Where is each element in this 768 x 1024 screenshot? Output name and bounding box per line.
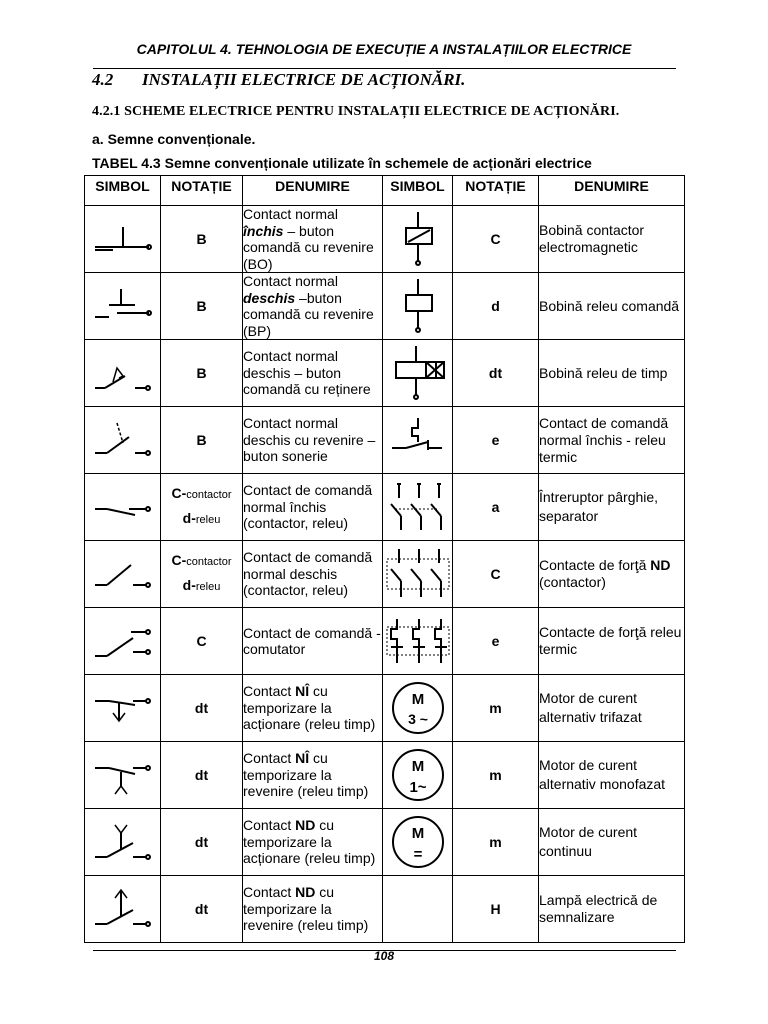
thermal-relay-contact-icon <box>388 414 448 466</box>
push-button-no-icon <box>91 283 155 329</box>
motor-3ph-icon <box>388 678 448 738</box>
push-button-nc-icon <box>91 219 155 259</box>
col-header: SIMBOL <box>85 176 161 206</box>
svg-text:M: M <box>411 825 424 842</box>
bell-button-icon <box>91 417 155 463</box>
section-title: INSTALAȚII ELECTRICE DE ACȚIONĂRI. <box>142 70 466 89</box>
section-heading <box>92 70 465 90</box>
svg-text:M: M <box>411 691 424 708</box>
nc-control-contact-icon <box>91 487 155 527</box>
no-control-contact-icon <box>91 551 155 597</box>
table-caption: TABEL 4.3 Semne convenționale utilizate în schemele de acționări electrice <box>92 155 592 171</box>
motor-1ph-icon <box>388 745 448 805</box>
latching-button-icon <box>91 350 155 396</box>
table-row: B Contact normal deschis – buton comandă cu reținere dt Bobină releu de timp <box>85 340 685 407</box>
timer-relay-coil-icon <box>388 344 448 402</box>
page-number: 108 <box>373 949 395 963</box>
chapter-header: CAPITOLUL 4. TEHNOLOGIA DE EXECUȚIE A INSTALAȚIILOR ELECTRICE <box>136 41 632 57</box>
col-header: NOTAȚIE <box>161 176 243 206</box>
changeover-contact-icon <box>91 616 155 666</box>
table-header-row <box>85 176 685 206</box>
no-delay-off-contact-icon <box>91 884 155 934</box>
svg-text:3 ~: 3 ~ <box>407 711 428 727</box>
subsection-heading: 4.2.1 SCHEME ELECTRICE PENTRU INSTALAȚII ELECTRICE DE ACȚIONĂRI. <box>92 104 620 119</box>
col-header: DENUMIRE <box>539 176 685 206</box>
col-header: SIMBOL <box>383 176 453 206</box>
table-row: B Contact normal închis – buton comandă cu revenire (BO) C Bobină contactor electromagnetic <box>85 206 685 273</box>
contactor-coil-icon <box>393 210 443 268</box>
lever-switch-icon <box>385 478 451 536</box>
col-header: DENUMIRE <box>243 176 383 206</box>
signal-lamp-icon <box>383 876 453 943</box>
table-row: C-contactor d-releu Contact de comandă normal închis (contactor, releu) a Întreruptor pârghie, separator <box>85 474 685 541</box>
col-header: NOTAȚIE <box>453 176 539 206</box>
no-delay-on-contact-icon <box>91 817 155 867</box>
table-row: dt Contact ND cu temporizare la acționare (releu timp) M = m Motor de curent continuu <box>85 809 685 876</box>
table-row: C Contact de comandă - comutator e Contacte de forţă releu termic <box>85 608 685 675</box>
svg-text:M: M <box>411 758 424 775</box>
svg-text:=: = <box>413 846 422 863</box>
table-row: B Contact normal deschis cu revenire –buton sonerie e Contact de comandă normal închis - releu termic <box>85 407 685 474</box>
nc-delay-on-contact-icon <box>91 683 155 733</box>
table-row: B Contact normal deschis –buton comandă cu revenire (BP) d Bobină releu comandă <box>85 273 685 340</box>
table-row: dt Contact NÎ cu temporizare la revenire (releu timp) M 1~ m Motor de curent alternativ monofazat <box>85 742 685 809</box>
table-row: C-contactor d-releu Contact de comandă normal deschis (contactor, releu) C Contacte de forţă ND (contactor) <box>85 541 685 608</box>
nc-delay-off-contact-icon <box>91 750 155 800</box>
power-contacts-icon <box>385 545 451 603</box>
symbols-table <box>84 175 685 943</box>
thermal-power-contacts-icon <box>385 615 451 667</box>
table-row: dt Contact NÎ cu temporizare la acționare (releu timp) M 3 ~ m Motor de curent alternativ trifazat <box>85 675 685 742</box>
subsubsection-heading: a. Semne convenționale. <box>92 131 256 147</box>
table-row: dt Contact ND cu temporizare la revenire (releu timp) H Lampă electrică de semnalizare <box>85 876 685 943</box>
svg-text:1~: 1~ <box>408 779 427 796</box>
relay-coil-icon <box>393 277 443 335</box>
motor-dc-icon <box>388 812 448 872</box>
section-number: 4.2 <box>92 70 114 89</box>
header-rule <box>93 68 676 69</box>
